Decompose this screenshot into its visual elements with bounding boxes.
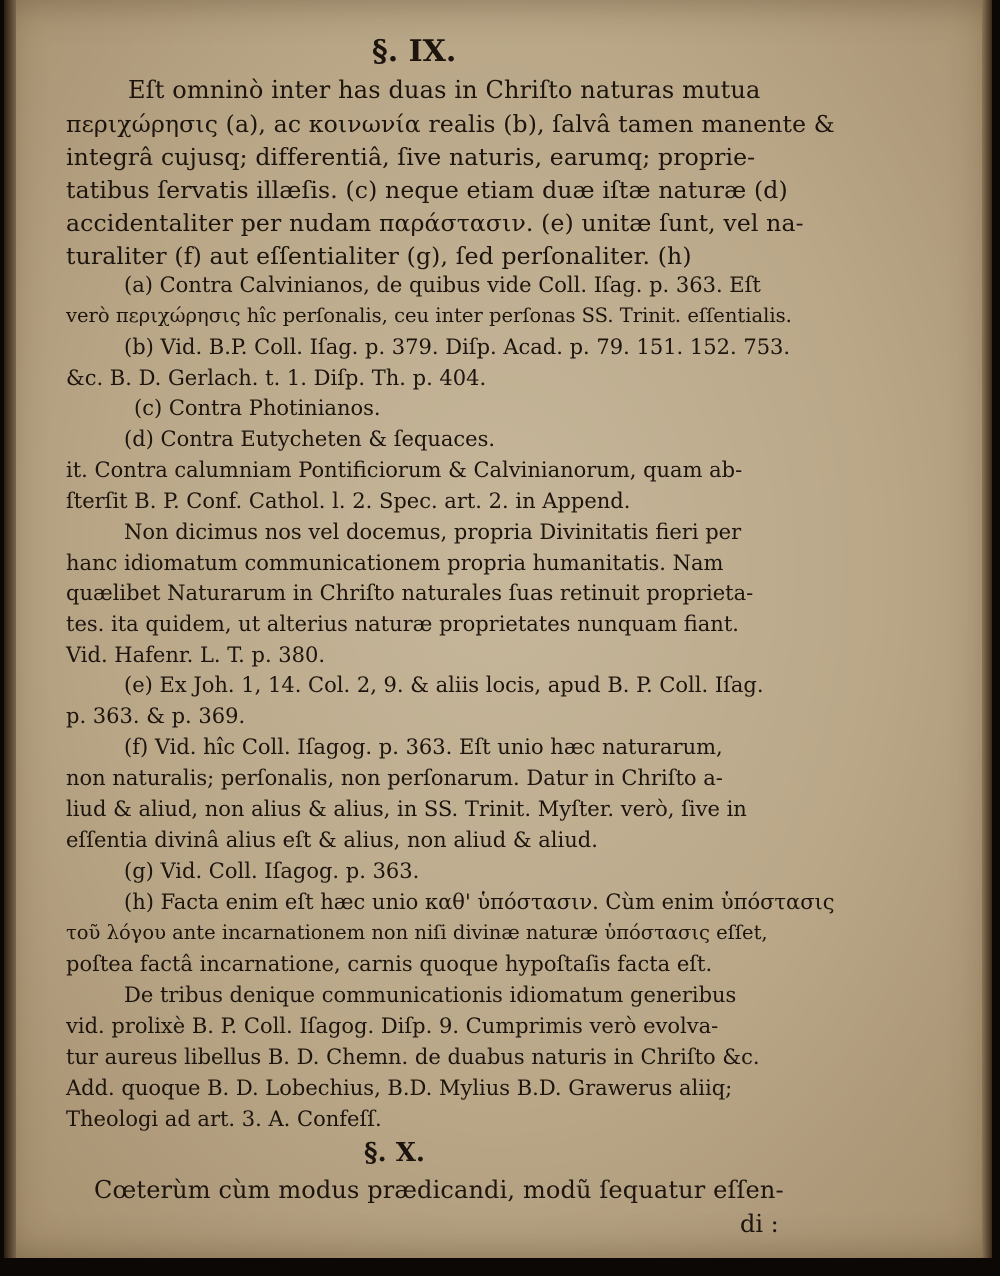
book-page [4, 0, 992, 1258]
section-heading-ix: §. IX. [372, 34, 457, 69]
footnote-line: vid. prolixè B. P. Coll. Iſagog. Diſp. 9. Cumprimis verò evolva- [66, 1014, 719, 1038]
main-text-line: περιχώρησις (a), ac κοινωνία realis (b), ſalvâ tamen manente & [66, 110, 835, 138]
main-text-line: tatibus ſervatis illæſis. (c) neque etiam duæ iſtæ naturæ (d) [66, 176, 788, 204]
section-heading-x: §. X. [364, 1138, 425, 1168]
footnote-line: Non dicimus nos vel docemus, propria Divinitatis fieri per [124, 520, 742, 544]
main-text-line: accidentaliter per nudam παράστασιν. (e) unitæ ſunt, vel na- [66, 209, 804, 237]
footnote-line: liud & aliud, non alius & alius, in SS. Trinit. Myſter. verò, ſive in [66, 797, 747, 821]
footnote-line: De tribus denique communicationis idiomatum generibus [124, 983, 737, 1007]
footnote-line: τοῦ λόγου ante incarnationem non niſi divinæ naturæ ὑπόστασις eſſet, [66, 921, 768, 944]
footnote-line: poſtea factâ incarnatione, carnis quoque hypoſtaſis facta eſt. [66, 952, 713, 976]
footnote-line: (b) Vid. B.P. Coll. Iſag. p. 379. Diſp. Acad. p. 79. 151. 152. 753. [124, 335, 791, 359]
footnote-line: &c. B. D. Gerlach. t. 1. Diſp. Th. p. 404. [66, 366, 487, 390]
page-right-edge [982, 0, 992, 1258]
footnote-line: verò περιχώρησις hîc perſonalis, ceu inter perſonas SS. Trinit. eſſentialis. [66, 304, 792, 327]
page-left-edge [4, 0, 16, 1258]
footnote-line: tur aureus libellus B. D. Chemn. de duabus naturis in Chriſto &c. [66, 1045, 760, 1069]
footnote-line: p. 363. & p. 369. [66, 704, 246, 728]
footnote-line: (f) Vid. hîc Coll. Iſagog. p. 363. Eſt unio hæc naturarum, [124, 735, 723, 759]
footnote-line: it. Contra calumniam Pontificiorum & Calvinianorum, quam ab- [66, 458, 743, 482]
main-text-line: Cœterùm cùm modus prædicandi, modũ ſequatur eſſen- [94, 1176, 784, 1204]
footnote-line: non naturalis; perſonalis, non perſonarum. Datur in Chriſto a- [66, 766, 723, 790]
footnote-line: Add. quoque B. D. Lobechius, B.D. Mylius B.D. Grawerus aliiq; [66, 1076, 733, 1100]
footnote-line: hanc idiomatum communicationem propria humanitatis. Nam [66, 551, 724, 575]
footnote-line: (c) Contra Photinianos. [134, 396, 381, 420]
footnote-line: quælibet Naturarum in Chriſto naturales ſuas retinuit proprieta- [66, 581, 754, 605]
main-text-line: integrâ cujusq; differentiâ, ſive naturis, earumq; proprie- [66, 143, 756, 171]
footnote-line: (a) Contra Calvinianos, de quibus vide Coll. Iſag. p. 363. Eſt [124, 273, 761, 297]
footnote-line: tes. ita quidem, ut alterius naturæ proprietates nunquam fiant. [66, 612, 739, 636]
footnote-line: Vid. Hafenr. L. T. p. 380. [66, 643, 326, 667]
main-text-line: turaliter (f) aut eſſentialiter (g), ſed perſonaliter. (h) [66, 242, 692, 270]
footnote-line: Theologi ad art. 3. A. Confeſſ. [66, 1107, 382, 1131]
footnote-line: (h) Facta enim eſt hæc unio καθ' ὑπόστασιν. Cùm enim ὑπόστασις [124, 890, 835, 914]
footnote-line: eſſentia divinâ alius eſt & alius, non aliud & aliud. [66, 828, 598, 852]
footnote-line: ſterſit B. P. Conf. Cathol. l. 2. Spec. art. 2. in Append. [66, 489, 631, 513]
footnote-line: (d) Contra Eutycheten & ſequaces. [124, 427, 496, 451]
footnote-line: (g) Vid. Coll. Iſagog. p. 363. [124, 859, 420, 883]
main-text-line: Eſt omninò inter has duas in Chriſto naturas mutua [128, 76, 761, 104]
catchword: di : [740, 1210, 779, 1238]
footnote-line: (e) Ex Joh. 1, 14. Col. 2, 9. & aliis locis, apud B. P. Coll. Iſag. [124, 673, 764, 697]
